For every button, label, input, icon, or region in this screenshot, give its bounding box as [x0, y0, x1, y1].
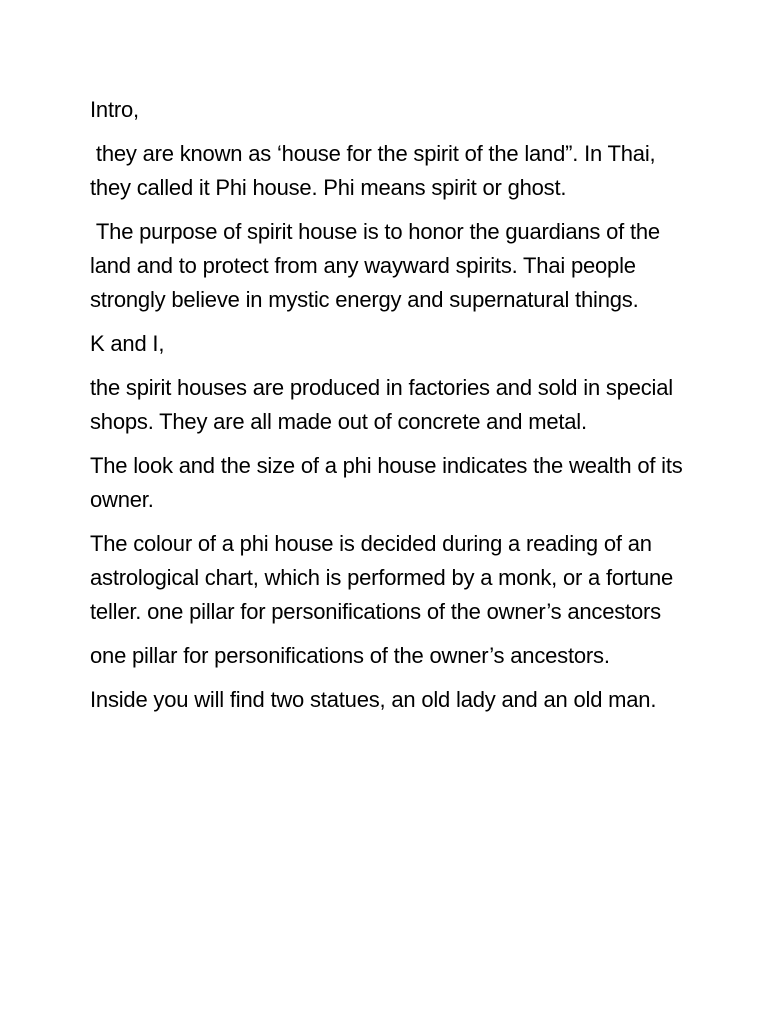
- paragraph-known-as: they are known as ‘house for the spirit of the land”. In Thai, they called it Phi house. Phi means spirit or ghost.: [90, 141, 662, 200]
- paragraph-intro-heading: Intro,: [90, 97, 139, 122]
- paragraph-k-and-i-heading: K and I,: [90, 331, 165, 356]
- paragraph-production: the spirit houses are produced in factories and sold in special shops. They are all made out of concrete and metal.: [90, 375, 679, 434]
- paragraph-colour: The colour of a phi house is decided during a reading of an astrological chart, which is performed by a monk, or a fortune teller. one pillar for personifications of the owner’s ancestors: [90, 531, 680, 624]
- paragraph-statues: Inside you will find two statues, an old lady and an old man.: [90, 687, 657, 712]
- paragraph-pillar: one pillar for personifications of the owner’s ancestors.: [90, 643, 610, 668]
- paragraph-purpose: The purpose of spirit house is to honor the guardians of the land and to protect from any wayward spirits. Thai people strongly believe in mystic energy and supernatural things.: [90, 219, 666, 312]
- paragraph-look-and-size: The look and the size of a phi house indicates the wealth of its owner.: [90, 453, 689, 512]
- document-body: [90, 93, 690, 727]
